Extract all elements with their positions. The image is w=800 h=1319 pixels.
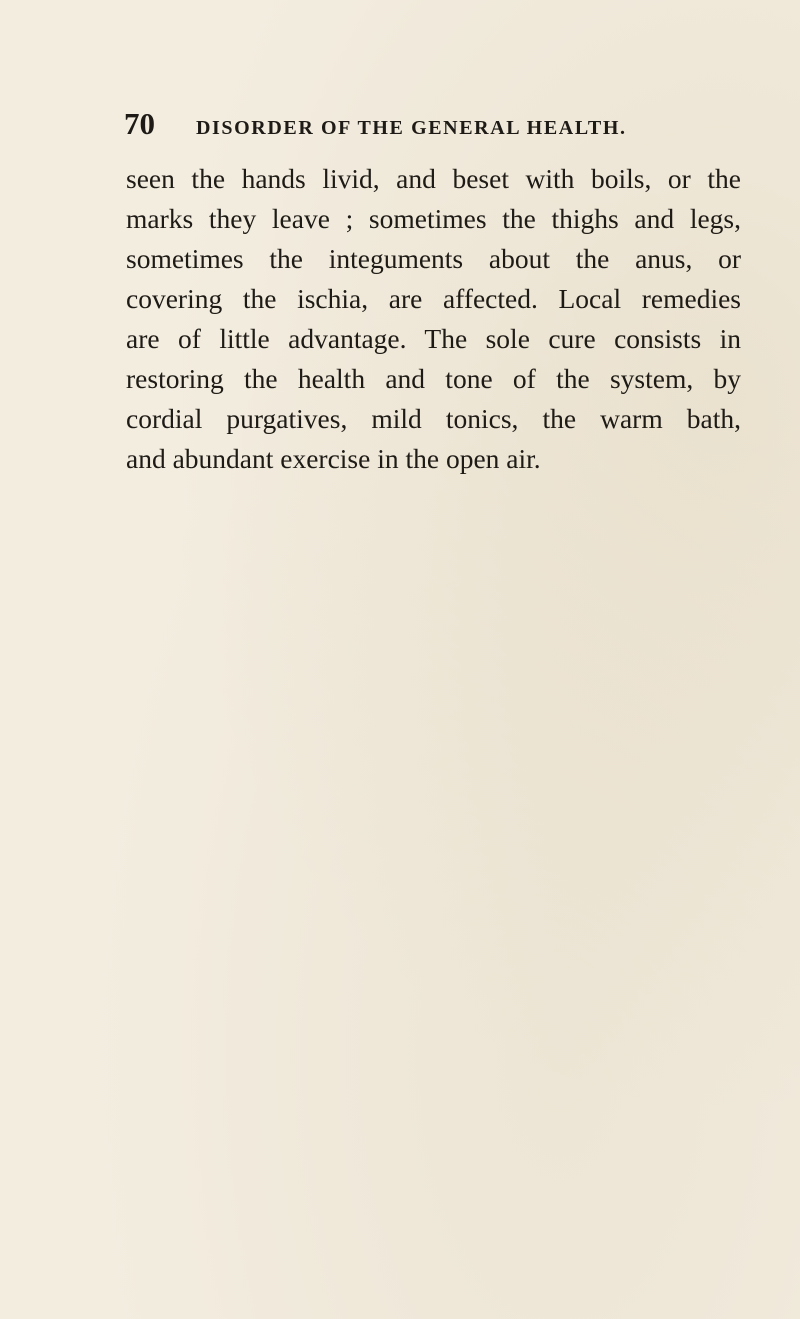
text-line: restoring the health and tone of the system, by bbox=[126, 363, 741, 394]
text-line: are of little advantage. The sole cure consists in bbox=[126, 323, 741, 354]
text-line: cordial purgatives, mild tonics, the warm bath, bbox=[126, 403, 741, 434]
running-head bbox=[124, 100, 684, 148]
text-line: marks they leave ; sometimes the thighs and legs, bbox=[126, 203, 741, 234]
text-line: covering the ischia, are affected. Local remedies bbox=[126, 283, 741, 314]
page-number: 70 bbox=[124, 106, 155, 141]
text-line: and abundant exercise in the open air. bbox=[126, 443, 541, 474]
running-title: DISORDER OF THE GENERAL HEALTH. bbox=[196, 117, 627, 139]
body-paragraph bbox=[126, 159, 741, 479]
text-line: sometimes the integuments about the anus, or bbox=[126, 243, 741, 274]
text-line: seen the hands livid, and beset with boils, or the bbox=[126, 163, 741, 194]
